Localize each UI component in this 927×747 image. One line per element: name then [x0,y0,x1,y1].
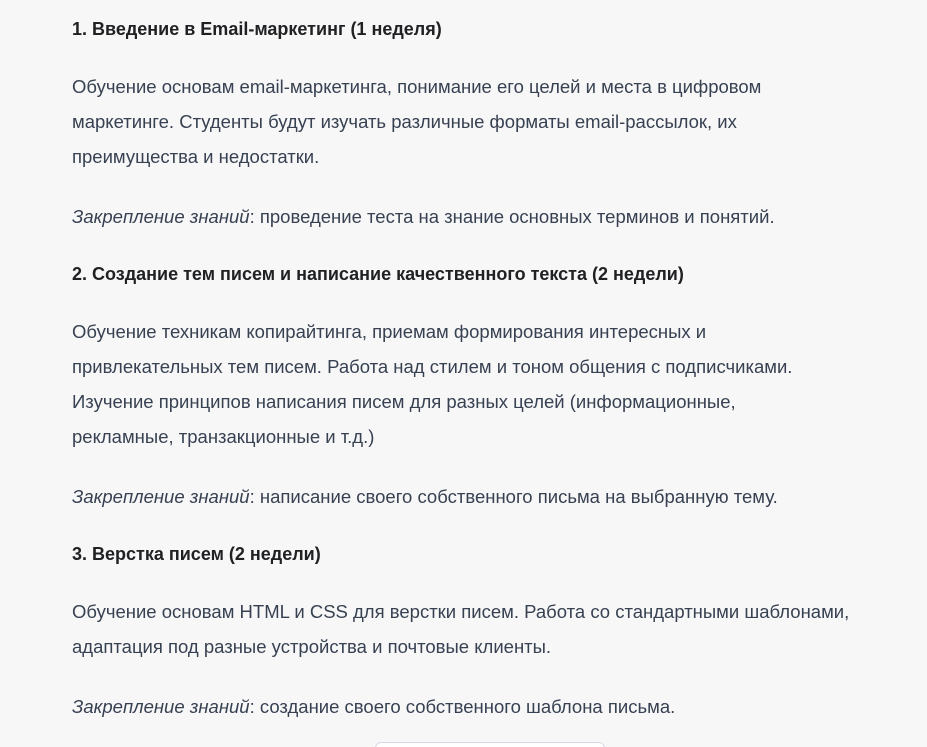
section-3-line-1: Обучение основам HTML и CSS для верстки писем. Работа со стандартными шаблонами, [72,601,850,622]
section-1-reinforce-text: : проведение теста на знание основных терминов и понятий. [249,206,775,227]
section-1-line-3: преимущества и недостатки. [72,146,320,167]
section-1-reinforce [72,199,902,234]
section-3-reinforce [72,689,902,724]
section-2-line-3: Изучение принципов написания писем для разных целей (информационные, [72,391,736,412]
section-1-line-2: маркетинге. Студенты будут изучать различные форматы email-рассылок, их [72,111,737,132]
section-2 [72,259,902,514]
section-3-reinforce-label: Закрепление знаний [72,696,250,717]
scroll-to-bottom-button[interactable] [375,742,605,747]
section-2-reinforce-label: Закрепление знаний [72,486,250,507]
section-1 [72,14,902,234]
section-1-reinforce-label: Закрепление знаний [72,206,250,227]
section-2-reinforce [72,479,902,514]
section-2-title: 2. Создание тем писем и написание качественного текста (2 недели) [72,264,684,284]
course-plan [72,0,902,724]
section-2-line-4: рекламные, транзакционные и т.д.) [72,426,375,447]
section-3 [72,539,902,724]
section-2-line-2: привлекательных тем писем. Работа над стилем и тоном общения с подписчиками. [72,356,793,377]
section-1-title: 1. Введение в Email-маркетинг (1 неделя) [72,19,442,39]
section-3-title: 3. Верстка писем (2 недели) [72,544,321,564]
section-2-line-1: Обучение техникам копирайтинга, приемам формирования интересных и [72,321,707,342]
section-2-reinforce-text: : написание своего собственного письма на выбранную тему. [249,486,778,507]
section-3-line-2: адаптация под разные устройства и почтовые клиенты. [72,636,552,657]
section-1-line-1: Обучение основам email-маркетинга, понимание его целей и места в цифровом [72,76,762,97]
section-3-reinforce-text: : создание своего собственного шаблона письма. [249,696,676,717]
